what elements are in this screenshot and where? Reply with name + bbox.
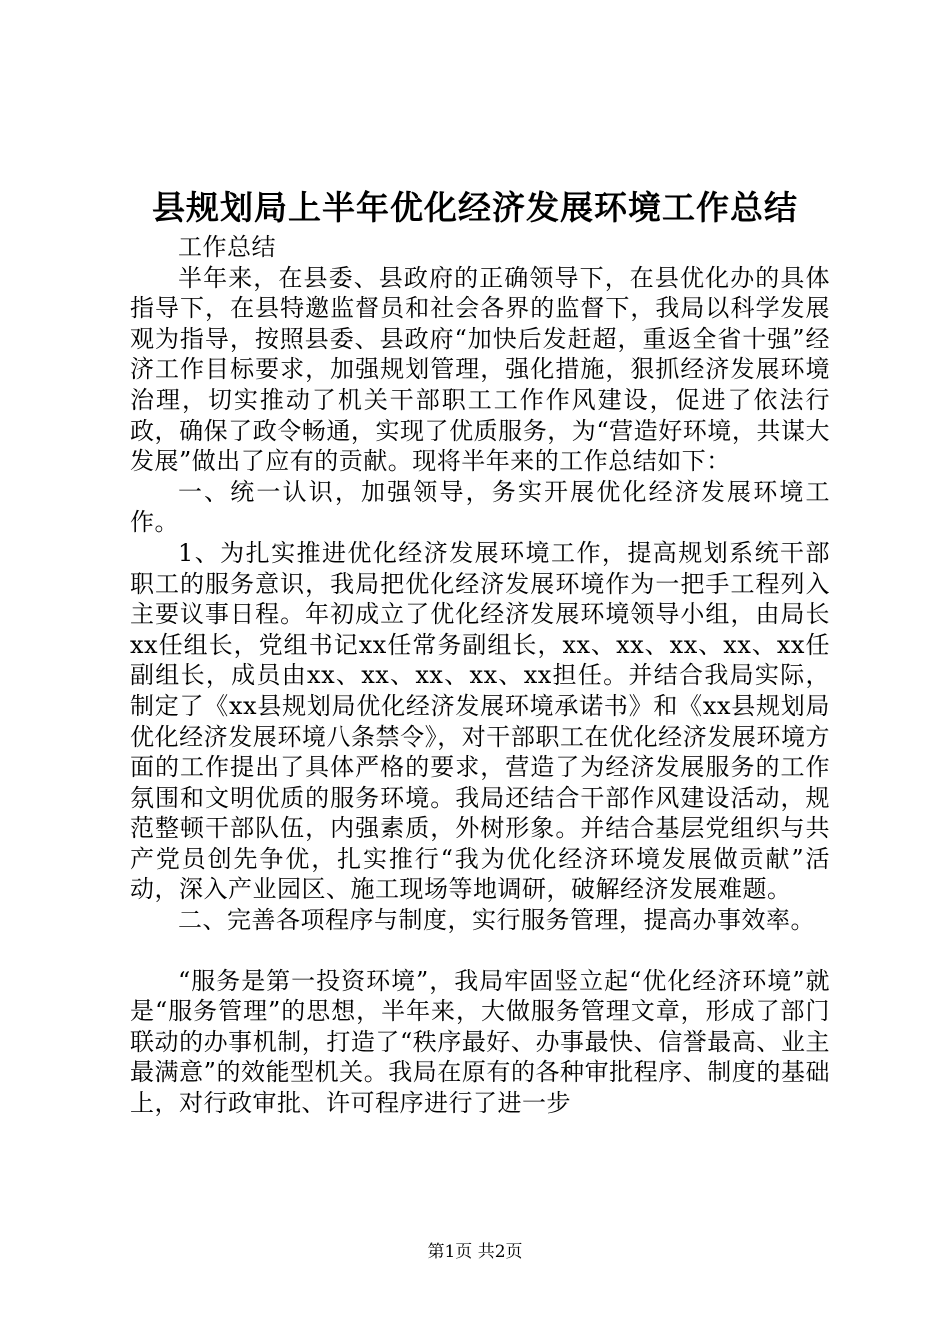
- section-heading-1: 一、统一认识，加强领导，务实开展优化经济发展环境工作。: [130, 477, 830, 537]
- paragraph-subtitle: 工作总结: [178, 233, 276, 261]
- section-heading-2: 二、完善各项程序与制度，实行服务管理，提高办事效率。: [178, 906, 815, 935]
- paragraph-intro: 半年来，在县委、县政府的正确领导下，在县优化办的具体指导下，在县特邀监督员和社会各界的监督下，我局以科学发展观为指导，按照县委、县政府“加快后发赶超，重返全省十强”经济工作目标要求，加强规划管理，强化措施，狠抓经济发展环境治理，切实推动了机关干部职工工作作风建设，促进了依法行政，确保了政令畅通，实现了优质服务，为“营造好环境，共谋大发展”做出了应有的贡献。现将半年来的工作总结如下：: [130, 263, 830, 476]
- paragraph-service: “服务是第一投资环境”，我局牢固竖立起“优化经济环境”就是“服务管理”的思想，半年来，大做服务管理文章，形成了部门联动的办事机制，打造了“秩序最好、办事最快、信誉最高、业主最满意”的效能型机关。我局在原有的各种审批程序、制度的基础上，对行政审批、许可程序进行了进一步: [130, 966, 830, 1118]
- paragraph-item-1: 1、为扎实推进优化经济发展环境工作，提高规划系统干部职工的服务意识，我局把优化经济发展环境作为一把手工程列入主要议事日程。年初成立了优化经济发展环境领导小组，由局长xx任组长，党组书记xx任常务副组长，xx、xx、xx、xx、xx任副组长，成员由xx、xx、xx、xx、xx担任。并结合我局实际，制定了《xx县规划局优化经济发展环境承诺书》和《xx县规划局优化经济发展环境八条禁令》，对干部职工在优化经济发展环境方面的工作提出了具体严格的要求，营造了为经济发展服务的工作氛围和文明优质的服务环境。我局还结合干部作风建设活动，规范整顿干部队伍，内强素质，外树形象。并结合基层党组织与共产党员创先争优，扎实推行“我为优化经济环境发展做贡献”活动，深入产业园区、施工现场等地调研，破解经济发展难题。: [130, 538, 830, 904]
- document-title: 县规划局上半年优化经济发展环境工作总结: [152, 188, 798, 227]
- page-number-footer: 第1页 共2页: [427, 1242, 523, 1262]
- document-body: [130, 232, 830, 1119]
